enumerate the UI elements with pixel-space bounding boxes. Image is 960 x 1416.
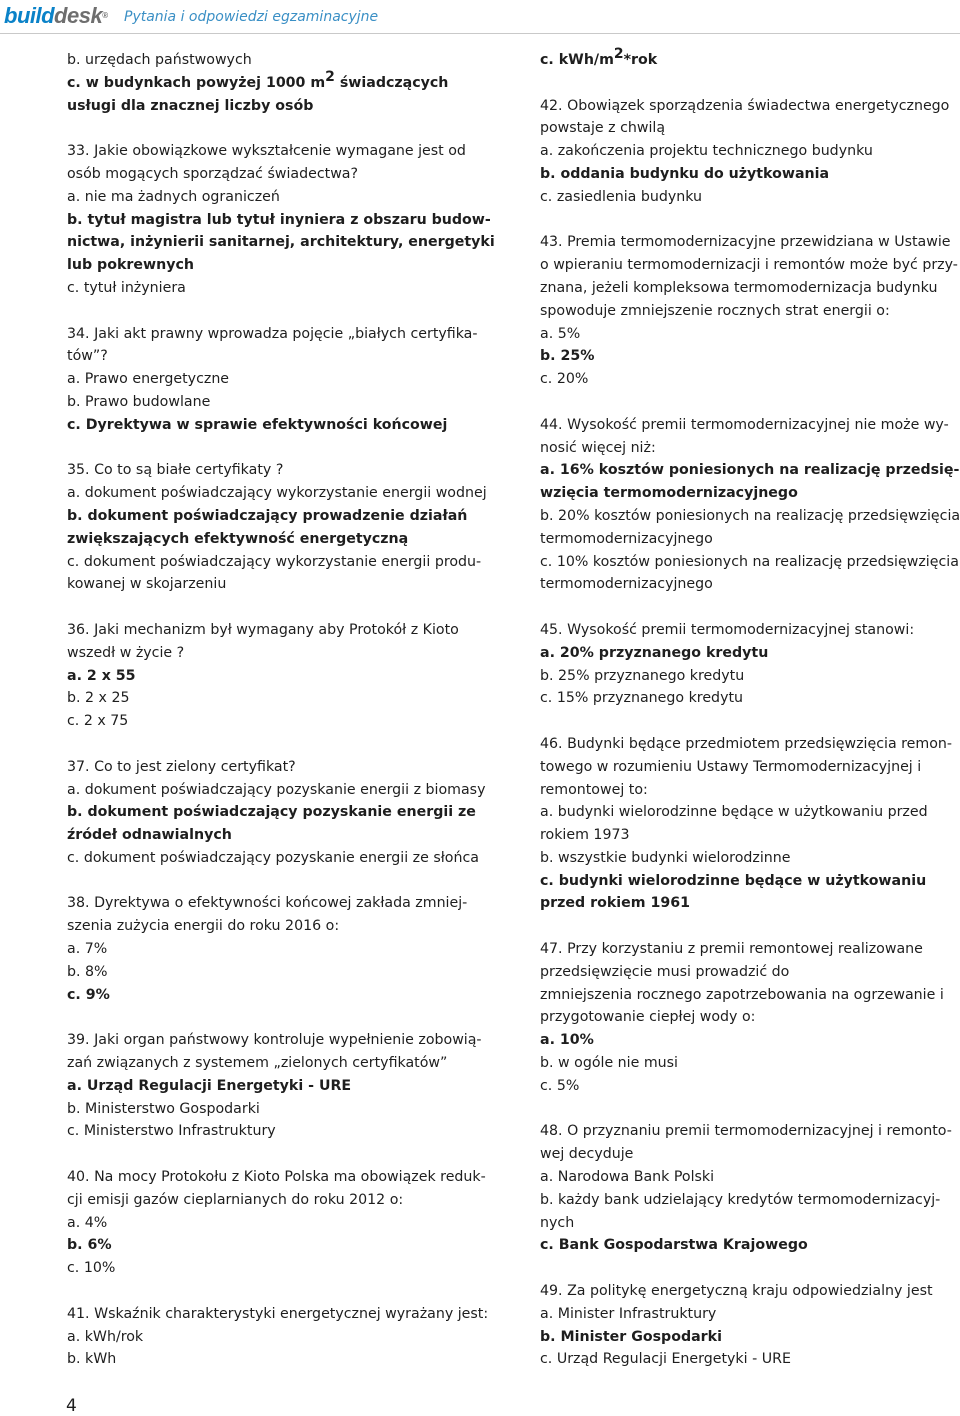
answer-b-correct-cont: źródeł odnawialnych xyxy=(67,827,232,844)
question-46-cont: remontowej to: xyxy=(540,781,648,798)
answer-c-correct-cont: przed rokiem 1961 xyxy=(540,895,691,912)
question-48: 48. O przyznaniu premii termomodernizacyjnej i remonto- xyxy=(540,1123,952,1140)
question-47-cont: przygotowanie ciepłej wody o: xyxy=(540,1009,756,1026)
answer-c-cont: kowanej w skojarzeniu xyxy=(67,576,227,593)
answer-c-correct: c. Bank Gospodarstwa Krajowego xyxy=(540,1237,808,1254)
answer-c: c. dokument poświadczający pozyskanie energii ze słońca xyxy=(67,849,479,866)
answer-c: c. 2 x 75 xyxy=(67,713,129,730)
answer-a: a. dokument poświadczający wykorzystanie energii wodnej xyxy=(67,485,487,502)
answer-b-correct: b. 25% xyxy=(540,348,595,365)
answer-b: b. wszystkie budynki wielorodzinne xyxy=(540,849,791,866)
question-41: 41. Wskaźnik charakterystyki energetycznej wyrażany jest: xyxy=(67,1305,489,1322)
answer-c: c. 20% xyxy=(540,371,589,388)
answer-c-correct: c. budynki wielorodzinne będące w użytkowaniu xyxy=(540,872,927,889)
answer-b: b. 25% przyznanego kredytu xyxy=(540,667,745,684)
answer-b-correct-cont: zwiększających efektywność energetyczną xyxy=(67,530,409,547)
builddesk-logo xyxy=(4,2,108,30)
answer-b-correct: b. oddania budynku do użytkowania xyxy=(540,165,830,182)
answer-a: a. kWh/rok xyxy=(67,1328,144,1345)
logo-text-desk: desk xyxy=(54,3,103,28)
answer-a-cont: rokiem 1973 xyxy=(540,827,630,844)
answer-a-correct: a. 16% kosztów poniesionych na realizację przedsię- xyxy=(540,462,960,479)
answer-b: b. każdy bank udzielający kredytów termomodernizacyj- xyxy=(540,1191,941,1208)
answer-a: a. Prawo energetyczne xyxy=(67,371,230,388)
answer-a: a. 7% xyxy=(67,941,108,958)
question-34: 34. Jaki akt prawny wprowadza pojęcie „białych certyfika- xyxy=(67,325,478,342)
question-42: 42. Obowiązek sporządzenia świadectwa energetycznego xyxy=(540,97,950,114)
answer-b-correct: b. 6% xyxy=(67,1237,112,1254)
page-number: 4 xyxy=(66,1396,77,1416)
answer-b-correct: b. dokument poświadczający pozyskanie energii ze xyxy=(67,804,476,821)
question-43-cont: spowoduje zmniejszenie rocznych strat energii o: xyxy=(540,302,890,319)
answer-c: c. Ministerstwo Infrastruktury xyxy=(67,1123,276,1140)
right-column xyxy=(540,46,960,1371)
question-48-cont: wej decyduje xyxy=(540,1146,634,1163)
answer-c: c. 5% xyxy=(540,1077,580,1094)
answer-c: c. zasiedlenia budynku xyxy=(540,188,702,205)
answer-c: c. 10% kosztów poniesionych na realizację przedsięwzięcia xyxy=(540,553,959,570)
answer-b: b. kWh xyxy=(67,1351,117,1368)
answer-b: b. 2 x 25 xyxy=(67,690,130,707)
answer-c: c. tytuł inżyniera xyxy=(67,279,186,296)
answer-c: c. 15% przyznanego kredytu xyxy=(540,690,744,707)
question-44: 44. Wysokość premii termomodernizacyjnej nie może wy- xyxy=(540,416,949,433)
question-40: 40. Na mocy Protokołu z Kioto Polska ma obowiązek reduk- xyxy=(67,1169,486,1186)
answer-b-correct: b. tytuł magistra lub tytuł inyniera z obszaru budow- xyxy=(67,211,491,228)
question-47-cont: przedsięwzięcie musi prowadzić do xyxy=(540,963,790,980)
left-column xyxy=(67,49,495,1371)
answer-b: b. 20% kosztów poniesionych na realizację przedsięwzięcia xyxy=(540,507,960,524)
question-36: 36. Jaki mechanizm był wymagany aby Protokół z Kioto xyxy=(67,621,459,638)
answer-c: c. 10% xyxy=(67,1260,116,1277)
answer-a: a. zakończenia projektu technicznego budynku xyxy=(540,143,873,160)
question-45: 45. Wysokość premii termomodernizacyjnej stanowi: xyxy=(540,621,915,638)
answer-a-correct: a. Urząd Regulacji Energetyki - URE xyxy=(67,1077,352,1094)
answer-c: c. dokument poświadczający wykorzystanie energii produ- xyxy=(67,553,482,570)
question-38-cont: szenia zużycia energii do roku 2016 o: xyxy=(67,918,340,935)
answer-b: b. urzędach państwowych xyxy=(67,52,252,68)
question-36-cont: wszedł w życie ? xyxy=(67,644,185,661)
header-divider xyxy=(0,33,960,34)
question-43-cont: znana, jeżeli kompleksowa termomodernizacja budynku xyxy=(540,279,938,296)
question-43: 43. Premia termomodernizacyjne przewidziana w Ustawie xyxy=(540,234,951,251)
question-43-cont: o wpieraniu termomodernizacji i remontów może być przy- xyxy=(540,257,958,274)
answer-c-correct: c. w budynkach powyżej 1000 $m^2$ świadczących xyxy=(67,68,449,91)
question-40-cont: cji emisji gazów cieplarnianych do roku 2012 o: xyxy=(67,1191,404,1208)
question-46-cont: towego w rozumieniu Ustawy Termomodernizacyjnej i xyxy=(540,758,922,775)
answer-b-cont: termomodernizacyjnego xyxy=(540,530,713,547)
question-38: 38. Dyrektywa o efektywności końcowej zakłada zmniej- xyxy=(67,895,468,912)
answer-a-correct: a. 20% przyznanego kredytu xyxy=(540,644,769,661)
answer-a: a. 5% xyxy=(540,325,581,342)
question-47-cont: zmniejszenia rocznego zapotrzebowania na ogrzewanie i xyxy=(540,986,944,1003)
question-33: 33. Jakie obowiązkowe wykształcenie wymagane jest od xyxy=(67,143,466,160)
question-46: 46. Budynki będące przedmiotem przedsięwzięcia remon- xyxy=(540,735,953,752)
question-35: 35. Co to są białe certyfikaty ? xyxy=(67,462,284,479)
question-34-cont: tów”? xyxy=(67,348,108,365)
answer-b: b. Ministerstwo Gospodarki xyxy=(67,1100,260,1117)
answer-a-correct: a. 2 x 55 xyxy=(67,667,136,684)
answer-c: c. Urząd Regulacji Energetyki - URE xyxy=(540,1351,791,1368)
answer-b: b. 8% xyxy=(67,963,108,980)
answer-a-correct: a. 10% xyxy=(540,1032,594,1049)
answer-c-correct-cont: usługi dla znacznej liczby osób xyxy=(67,97,314,114)
answer-a-correct-cont: wzięcia termomodernizacyjnego xyxy=(540,485,798,502)
answer-a: a. Minister Infrastruktury xyxy=(540,1305,717,1322)
answer-b-cont: nych xyxy=(540,1214,575,1231)
logo-registered-mark: ® xyxy=(102,11,108,20)
question-39-cont: zań związanych z systemem „zielonych certyfikatów” xyxy=(67,1055,448,1072)
logo-text-build: build xyxy=(4,3,55,28)
question-49: 49. Za politykę energetyczną kraju odpowiedzialny jest xyxy=(540,1283,933,1300)
answer-b-correct-cont: nictwa, inżynierii sanitarnej, architektury, energetyki xyxy=(67,234,495,251)
answer-a: a. budynki wielorodzinne będące w użytkowaniu przed xyxy=(540,804,928,821)
answer-b: b. w ogóle nie musi xyxy=(540,1055,679,1072)
answer-a: a. dokument poświadczający pozyskanie energii z biomasy xyxy=(67,781,486,798)
question-39: 39. Jaki organ państwowy kontroluje wypełnienie zobowią- xyxy=(67,1032,482,1049)
answer-c-correct: c. kWh/$m^2*rok$ xyxy=(540,46,658,68)
answer-b-correct: b. dokument poświadczający prowadzenie działań xyxy=(67,507,468,524)
answer-b: b. Prawo budowlane xyxy=(67,393,211,410)
answer-a: a. nie ma żadnych ograniczeń xyxy=(67,188,280,205)
answer-c-cont: termomodernizacyjnego xyxy=(540,576,713,593)
page-header xyxy=(0,0,960,34)
question-44-cont: nosić więcej niż: xyxy=(540,439,656,456)
question-47: 47. Przy korzystaniu z premii remontowej realizowane xyxy=(540,941,923,958)
question-33-cont: osób mogących sporządzać świadectwa? xyxy=(67,165,359,182)
question-42-cont: powstaje z chwilą xyxy=(540,120,666,137)
header-title: Pytania i odpowiedzi egzaminacyjne xyxy=(124,9,379,25)
answer-b-correct: b. Minister Gospodarki xyxy=(540,1328,722,1345)
answer-c-correct: c. Dyrektywa w sprawie efektywności końcowej xyxy=(67,416,448,433)
answer-a: a. Narodowa Bank Polski xyxy=(540,1169,715,1186)
answer-b-correct-cont: lub pokrewnych xyxy=(67,257,194,274)
question-37: 37. Co to jest zielony certyfikat? xyxy=(67,758,296,775)
answer-c-correct: c. 9% xyxy=(67,986,110,1003)
answer-a: a. 4% xyxy=(67,1214,108,1231)
